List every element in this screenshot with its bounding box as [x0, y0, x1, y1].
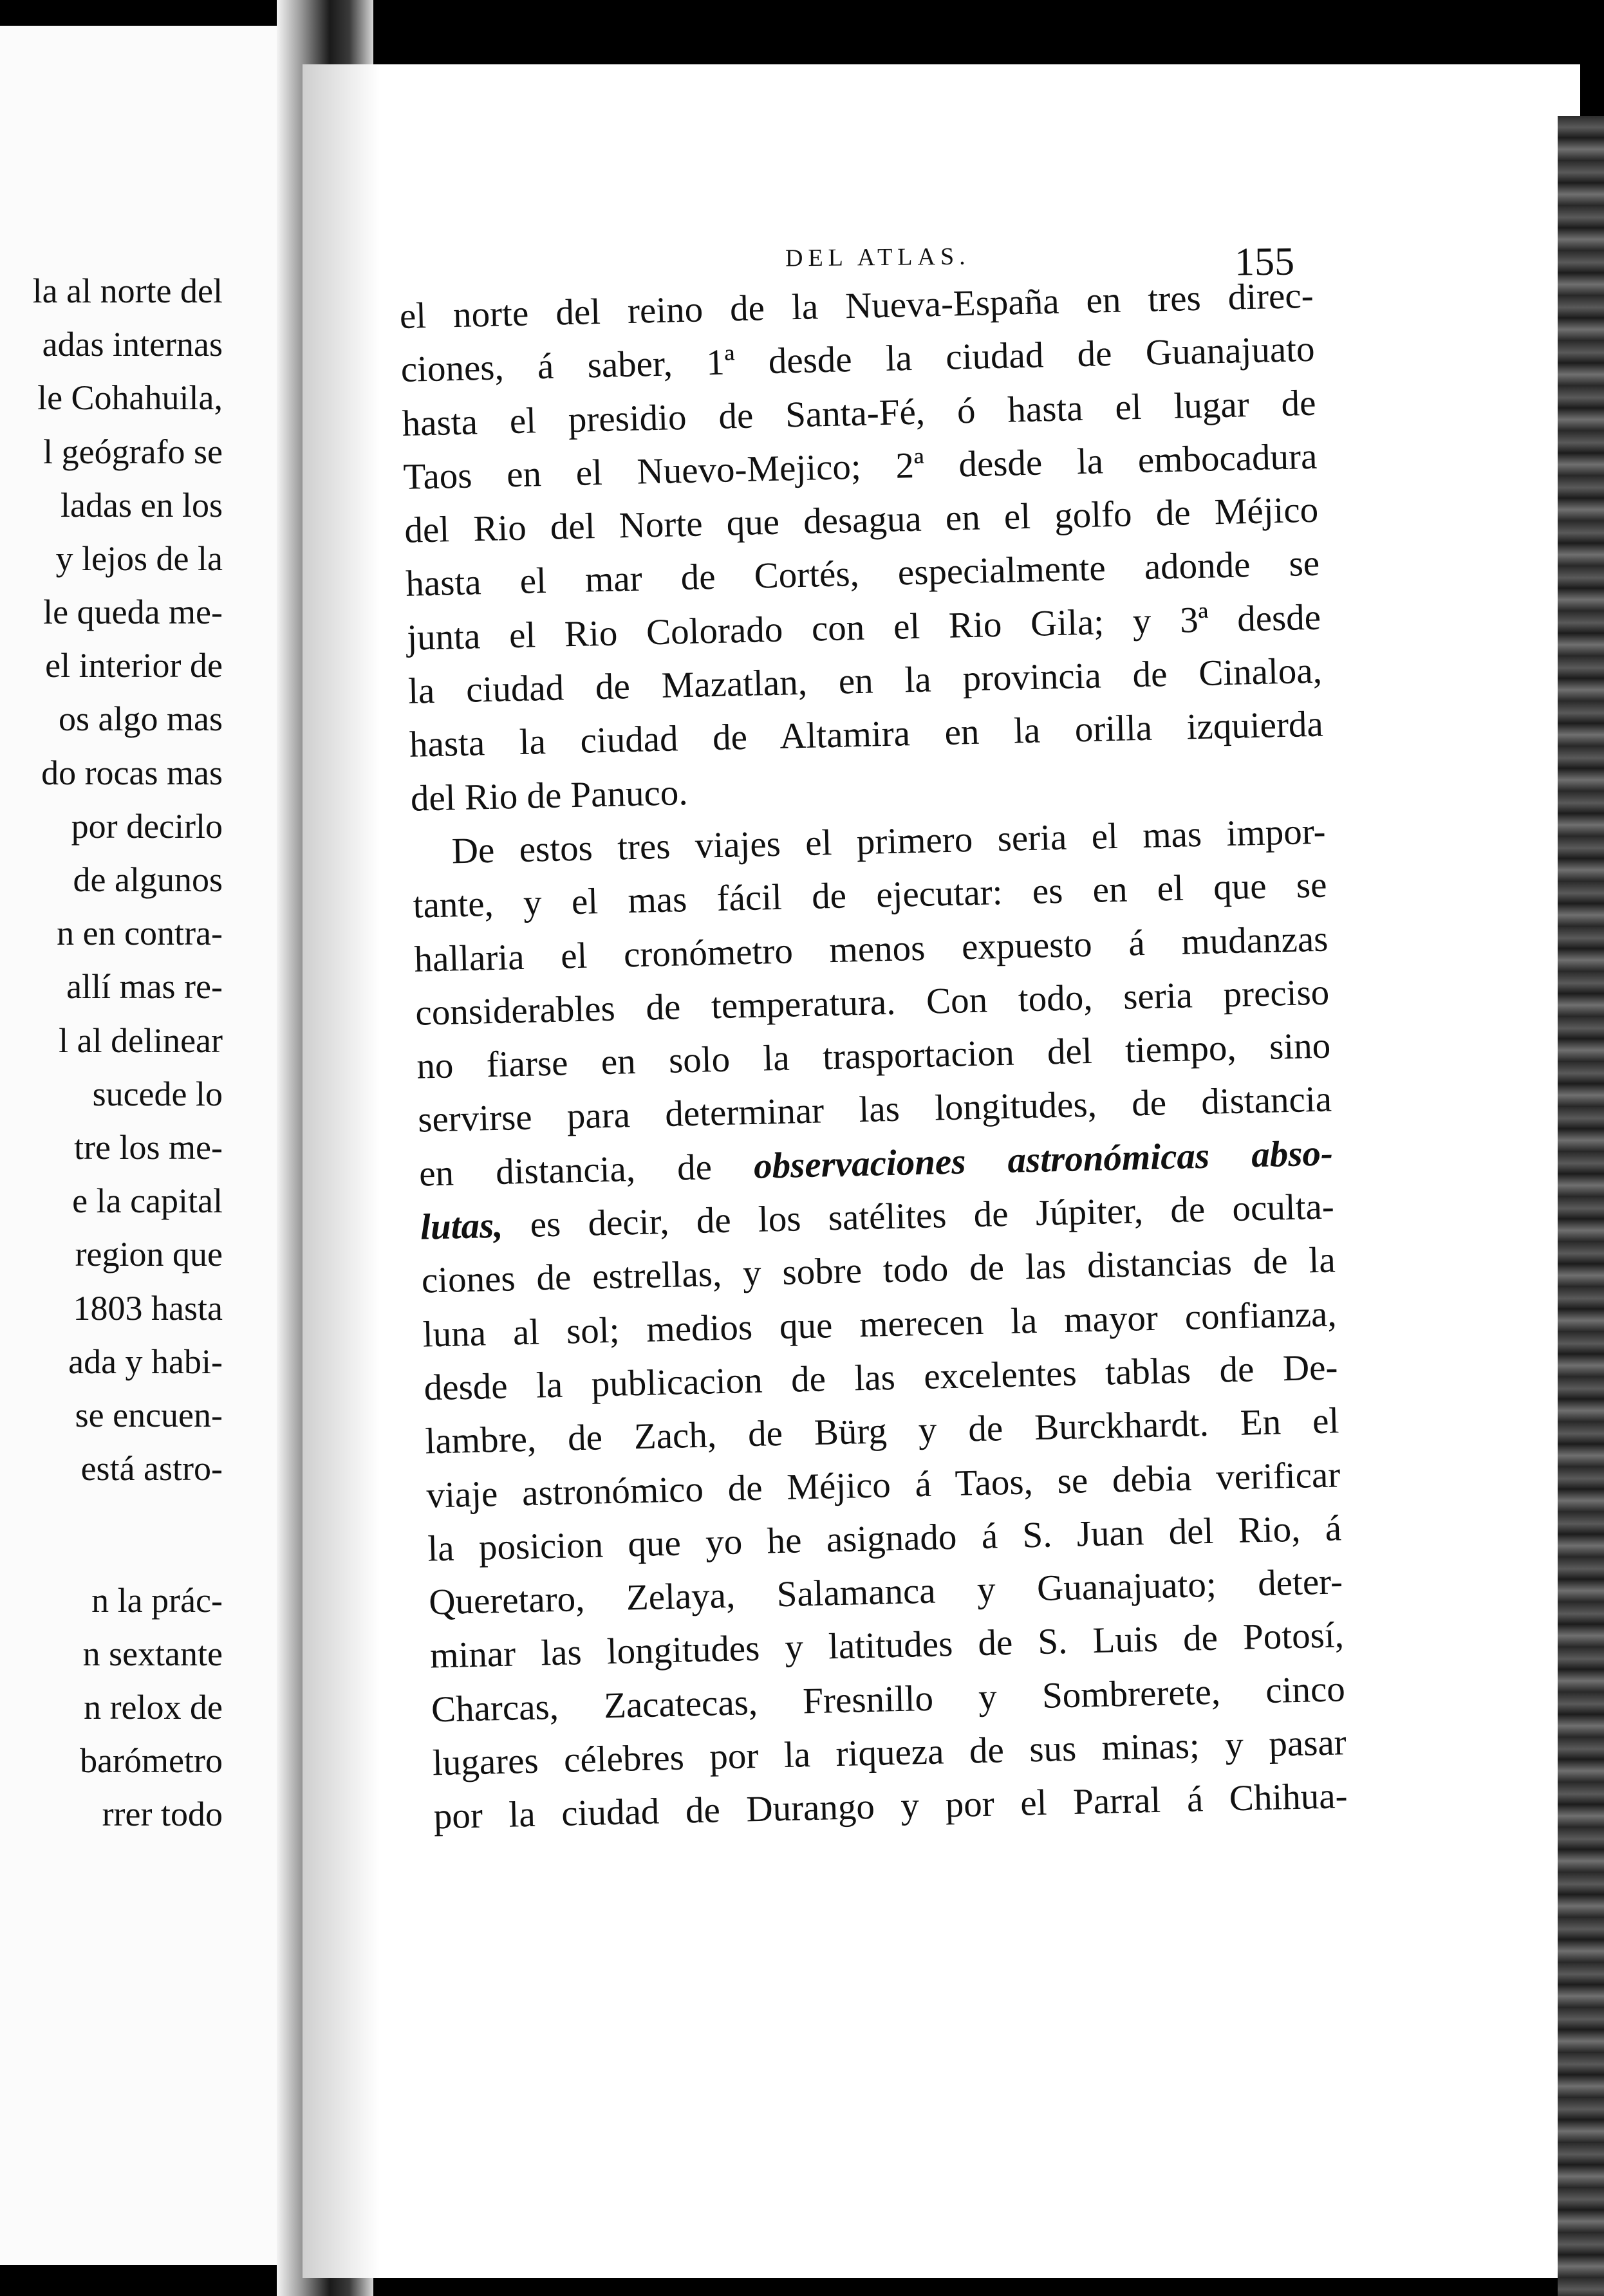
left-page-line: el interior de — [45, 646, 223, 685]
text-line: minar las longitudes y latitudes de S. Luis de Potosí, — [429, 1615, 1345, 1676]
left-page-line: l geógrafo se — [43, 432, 223, 471]
text-line: la ciudad de Mazatlan, en la provincia de Cinaloa, — [407, 650, 1323, 712]
left-page-line: n sextante — [82, 1634, 223, 1673]
emphasized-text: lutas, — [420, 1205, 504, 1248]
text-run: en distancia, de — [418, 1145, 754, 1194]
left-page-line: n la prác- — [91, 1581, 223, 1620]
left-page-line: ladas en los — [61, 486, 223, 524]
text-line: el norte del reino de la Nueva-España en tres direc- — [399, 275, 1314, 337]
left-page-line: tre los me- — [74, 1128, 223, 1167]
text-line: junta el Rio Colorado con el Rio Gila; y 3ª desde — [406, 597, 1321, 658]
text-line: ciones, á saber, 1ª desde la ciudad de Guanajuato — [400, 329, 1316, 391]
text-line: considerables de temperatura. Con todo, seria preciso — [415, 972, 1330, 1033]
text-line: lambre, de Zach, de Bürg y de Burckhardt. En el — [424, 1400, 1339, 1462]
running-head: DEL ATLAS. — [785, 243, 971, 272]
left-page-line: n en contra- — [57, 914, 223, 952]
text-line: del Rio de Panuco. — [410, 772, 689, 819]
text-line: lugares célebres por la riqueza de sus minas; y pasar — [432, 1722, 1347, 1784]
left-page-line: le Cohahuila, — [37, 378, 223, 417]
left-page-line: e la capital — [72, 1181, 223, 1220]
left-page-line: se encuen- — [75, 1396, 223, 1434]
text-line: hasta el presidio de Santa-Fé, ó hasta el lugar de — [402, 382, 1317, 444]
left-page-line: region que — [75, 1235, 223, 1273]
text-line: Taos en el Nuevo-Mejico; 2ª desde la embocadura — [402, 436, 1318, 497]
text-line: De estos tres viajes el primero seria el mas impor- — [451, 811, 1327, 872]
text-line: Charcas, Zacatecas, Fresnillo y Sombrerete, cinco — [431, 1668, 1346, 1730]
left-page-line: 1803 hasta — [73, 1289, 223, 1328]
left-page-line: os algo mas — [59, 699, 223, 738]
text-line: ciones de estrellas, y sobre todo de las distancias de la — [421, 1239, 1336, 1301]
left-page-line: rrer todo — [102, 1795, 223, 1833]
page-number: 155 — [1234, 239, 1295, 284]
text-line: la posicion que yo he asignado á S. Juan del Rio, á — [427, 1508, 1342, 1569]
left-page-line: do rocas mas — [41, 754, 223, 792]
text-line: hallaria el cronómetro menos expuesto á mudanzas — [413, 918, 1329, 980]
left-page-line: de algunos — [73, 860, 223, 899]
left-page-line: sucede lo — [92, 1075, 223, 1113]
text-line: servirse para determinar las longitudes, de distancia — [417, 1079, 1332, 1141]
left-page-line: n relox de — [84, 1688, 223, 1727]
left-page-line: allí mas re- — [66, 967, 223, 1006]
text-line: Queretaro, Zelaya, Salamanca y Guanajuato; deter- — [428, 1561, 1343, 1623]
left-page-line: por decirlo — [71, 807, 223, 846]
left-page-line: ada y habi- — [68, 1342, 223, 1381]
left-page-line: le queda me- — [43, 593, 223, 631]
text-line: hasta la ciudad de Altamira en la orilla izquierda — [409, 703, 1324, 766]
emphasized-text: observaciones astronómicas abso- — [753, 1133, 1334, 1187]
left-page — [0, 26, 277, 2265]
left-page-line: adas internas — [42, 325, 223, 364]
body-text — [399, 269, 1348, 1844]
left-page-line: está astro- — [80, 1449, 223, 1488]
text-run: es decir, de los satélites de Júpiter, de oculta- — [502, 1186, 1335, 1246]
text-line: desde la publicacion de las excelentes tablas de De- — [424, 1347, 1339, 1409]
text-line: luna al sol; medios que merecen la mayor confianza, — [422, 1293, 1338, 1355]
text-line: del Rio del Norte que desagua en el golfo de Méjico — [404, 489, 1319, 551]
left-page-line: l al delinear — [59, 1021, 223, 1060]
text-line: hasta el mar de Cortés, especialmente adonde se — [405, 543, 1320, 605]
text-line: por la ciudad de Durango y por el Parral á Chihua- — [433, 1775, 1348, 1837]
text-line: tante, y el mas fácil de ejecutar: es en el que se — [413, 864, 1328, 927]
left-page-line: la al norte del — [32, 272, 223, 310]
left-page-line: barómetro — [80, 1741, 223, 1780]
text-line: viaje astronómico de Méjico á Taos, se debia verificar — [425, 1454, 1341, 1516]
left-page-line: y lejos de la — [55, 539, 223, 578]
text-line: no fiarse en solo la trasportacion del tiempo, sino — [416, 1025, 1331, 1087]
book-page-edge — [1558, 116, 1604, 2296]
